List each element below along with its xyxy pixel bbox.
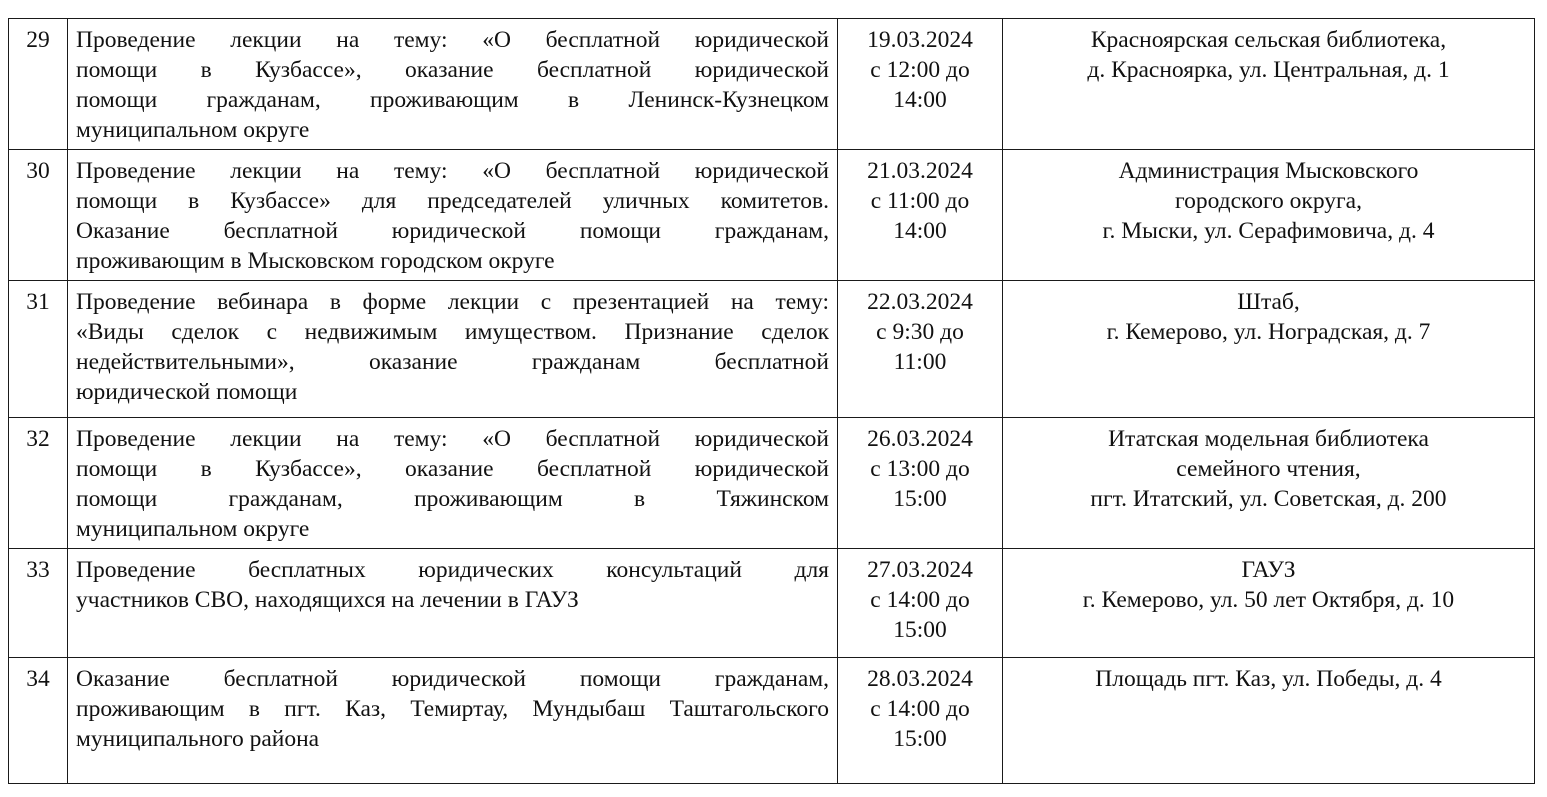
description-line: муниципальном округе: [76, 516, 310, 542]
event-description: [68, 549, 838, 658]
events-table: [8, 18, 1535, 784]
event-time-from: с 9:30 до: [876, 319, 964, 345]
row-number: 32: [9, 418, 68, 549]
description-line: «Виды сделок с недвижимым имуществом. Признание сделок: [76, 319, 829, 345]
event-time-to: 11:00: [893, 349, 947, 375]
table-row: [9, 658, 1535, 784]
place-line: городского округа,: [1175, 188, 1362, 214]
event-place: [1003, 19, 1535, 150]
place-line: Площадь пгт. Каз, ул. Победы, д. 4: [1095, 666, 1442, 692]
description-line: Оказание бесплатной юридической помощи гражданам,: [76, 218, 829, 244]
event-date: 21.03.2024: [867, 158, 973, 184]
place-line: Итатская модельная библиотека: [1108, 426, 1429, 452]
event-place: [1003, 658, 1535, 784]
description-line: Оказание бесплатной юридической помощи гражданам,: [76, 666, 829, 692]
event-date: 19.03.2024: [867, 27, 973, 53]
event-time-from: с 11:00 до: [870, 188, 970, 214]
place-line: Красноярская сельская библиотека,: [1090, 27, 1447, 53]
description-line: помощи в Кузбассе», оказание бесплатной юридической: [76, 57, 829, 83]
event-date-time: [838, 150, 1003, 281]
description-line: недействительными», оказание гражданам бесплатной: [76, 349, 829, 375]
event-time-to: 15:00: [893, 486, 947, 512]
event-time-to: 15:00: [893, 617, 947, 643]
table-row: [9, 281, 1535, 418]
description-line: Проведение лекции на тему: «О бесплатной юридической: [76, 158, 829, 184]
description-line: участников СВО, находящихся на лечении в ГАУЗ: [76, 587, 579, 613]
place-line: г. Кемерово, ул. Ноградская, д. 7: [1106, 319, 1431, 345]
event-date: 27.03.2024: [867, 557, 973, 583]
event-date: 28.03.2024: [867, 666, 973, 692]
event-description: [68, 281, 838, 418]
description-line: проживающим в пгт. Каз, Темиртау, Мундыбаш Таштагольского: [76, 696, 829, 722]
event-description: [68, 150, 838, 281]
event-description: [68, 19, 838, 150]
row-number: 29: [9, 19, 68, 150]
place-line: г. Мыски, ул. Серафимовича, д. 4: [1102, 218, 1435, 244]
event-date: 26.03.2024: [867, 426, 973, 452]
description-line: Проведение вебинара в форме лекции с презентацией на тему:: [76, 289, 829, 315]
place-line: д. Красноярка, ул. Центральная, д. 1: [1087, 57, 1450, 83]
place-line: пгт. Итатский, ул. Советская, д. 200: [1090, 486, 1447, 512]
event-place: [1003, 150, 1535, 281]
event-time-to: 14:00: [893, 218, 947, 244]
description-line: Проведение лекции на тему: «О бесплатной юридической: [76, 426, 829, 452]
event-description: [68, 658, 838, 784]
row-number: 30: [9, 150, 68, 281]
description-line: помощи в Кузбассе», оказание бесплатной юридической: [76, 456, 829, 482]
event-place: [1003, 281, 1535, 418]
place-line: Штаб,: [1237, 289, 1300, 315]
row-number: 31: [9, 281, 68, 418]
place-line: семейного чтения,: [1176, 456, 1361, 482]
place-line: ГАУЗ: [1241, 557, 1296, 583]
place-line: Администрация Мысковского: [1118, 158, 1419, 184]
description-line: помощи гражданам, проживающим в Ленинск-Кузнецком: [76, 87, 829, 113]
description-line: проживающим в Мысковском городском округе: [76, 248, 555, 274]
row-number: 34: [9, 658, 68, 784]
place-line: г. Кемерово, ул. 50 лет Октября, д. 10: [1082, 587, 1455, 613]
description-line: помощи гражданам, проживающим в Тяжинском: [76, 486, 829, 512]
event-place: [1003, 418, 1535, 549]
table-row: [9, 549, 1535, 658]
description-line: муниципального района: [76, 726, 320, 752]
event-time-from: с 14:00 до: [870, 696, 970, 722]
event-description: [68, 418, 838, 549]
event-date-time: [838, 281, 1003, 418]
description-line: помощи в Кузбассе» для председателей уличных комитетов.: [76, 188, 829, 214]
event-time-to: 14:00: [893, 87, 947, 113]
event-time-from: с 14:00 до: [870, 587, 970, 613]
event-date-time: [838, 418, 1003, 549]
event-time-from: с 12:00 до: [870, 57, 970, 83]
description-line: Проведение бесплатных юридических консультаций для: [76, 557, 829, 583]
description-line: Проведение лекции на тему: «О бесплатной юридической: [76, 27, 829, 53]
event-date-time: [838, 658, 1003, 784]
description-line: муниципальном округе: [76, 117, 310, 143]
row-number: 33: [9, 549, 68, 658]
event-time-from: с 13:00 до: [870, 456, 970, 482]
event-date-time: [838, 549, 1003, 658]
description-line: юридической помощи: [76, 379, 298, 405]
event-place: [1003, 549, 1535, 658]
table-row: [9, 418, 1535, 549]
event-date: 22.03.2024: [867, 289, 973, 315]
event-date-time: [838, 19, 1003, 150]
table-row: [9, 150, 1535, 281]
table-row: [9, 19, 1535, 150]
event-time-to: 15:00: [893, 726, 947, 752]
